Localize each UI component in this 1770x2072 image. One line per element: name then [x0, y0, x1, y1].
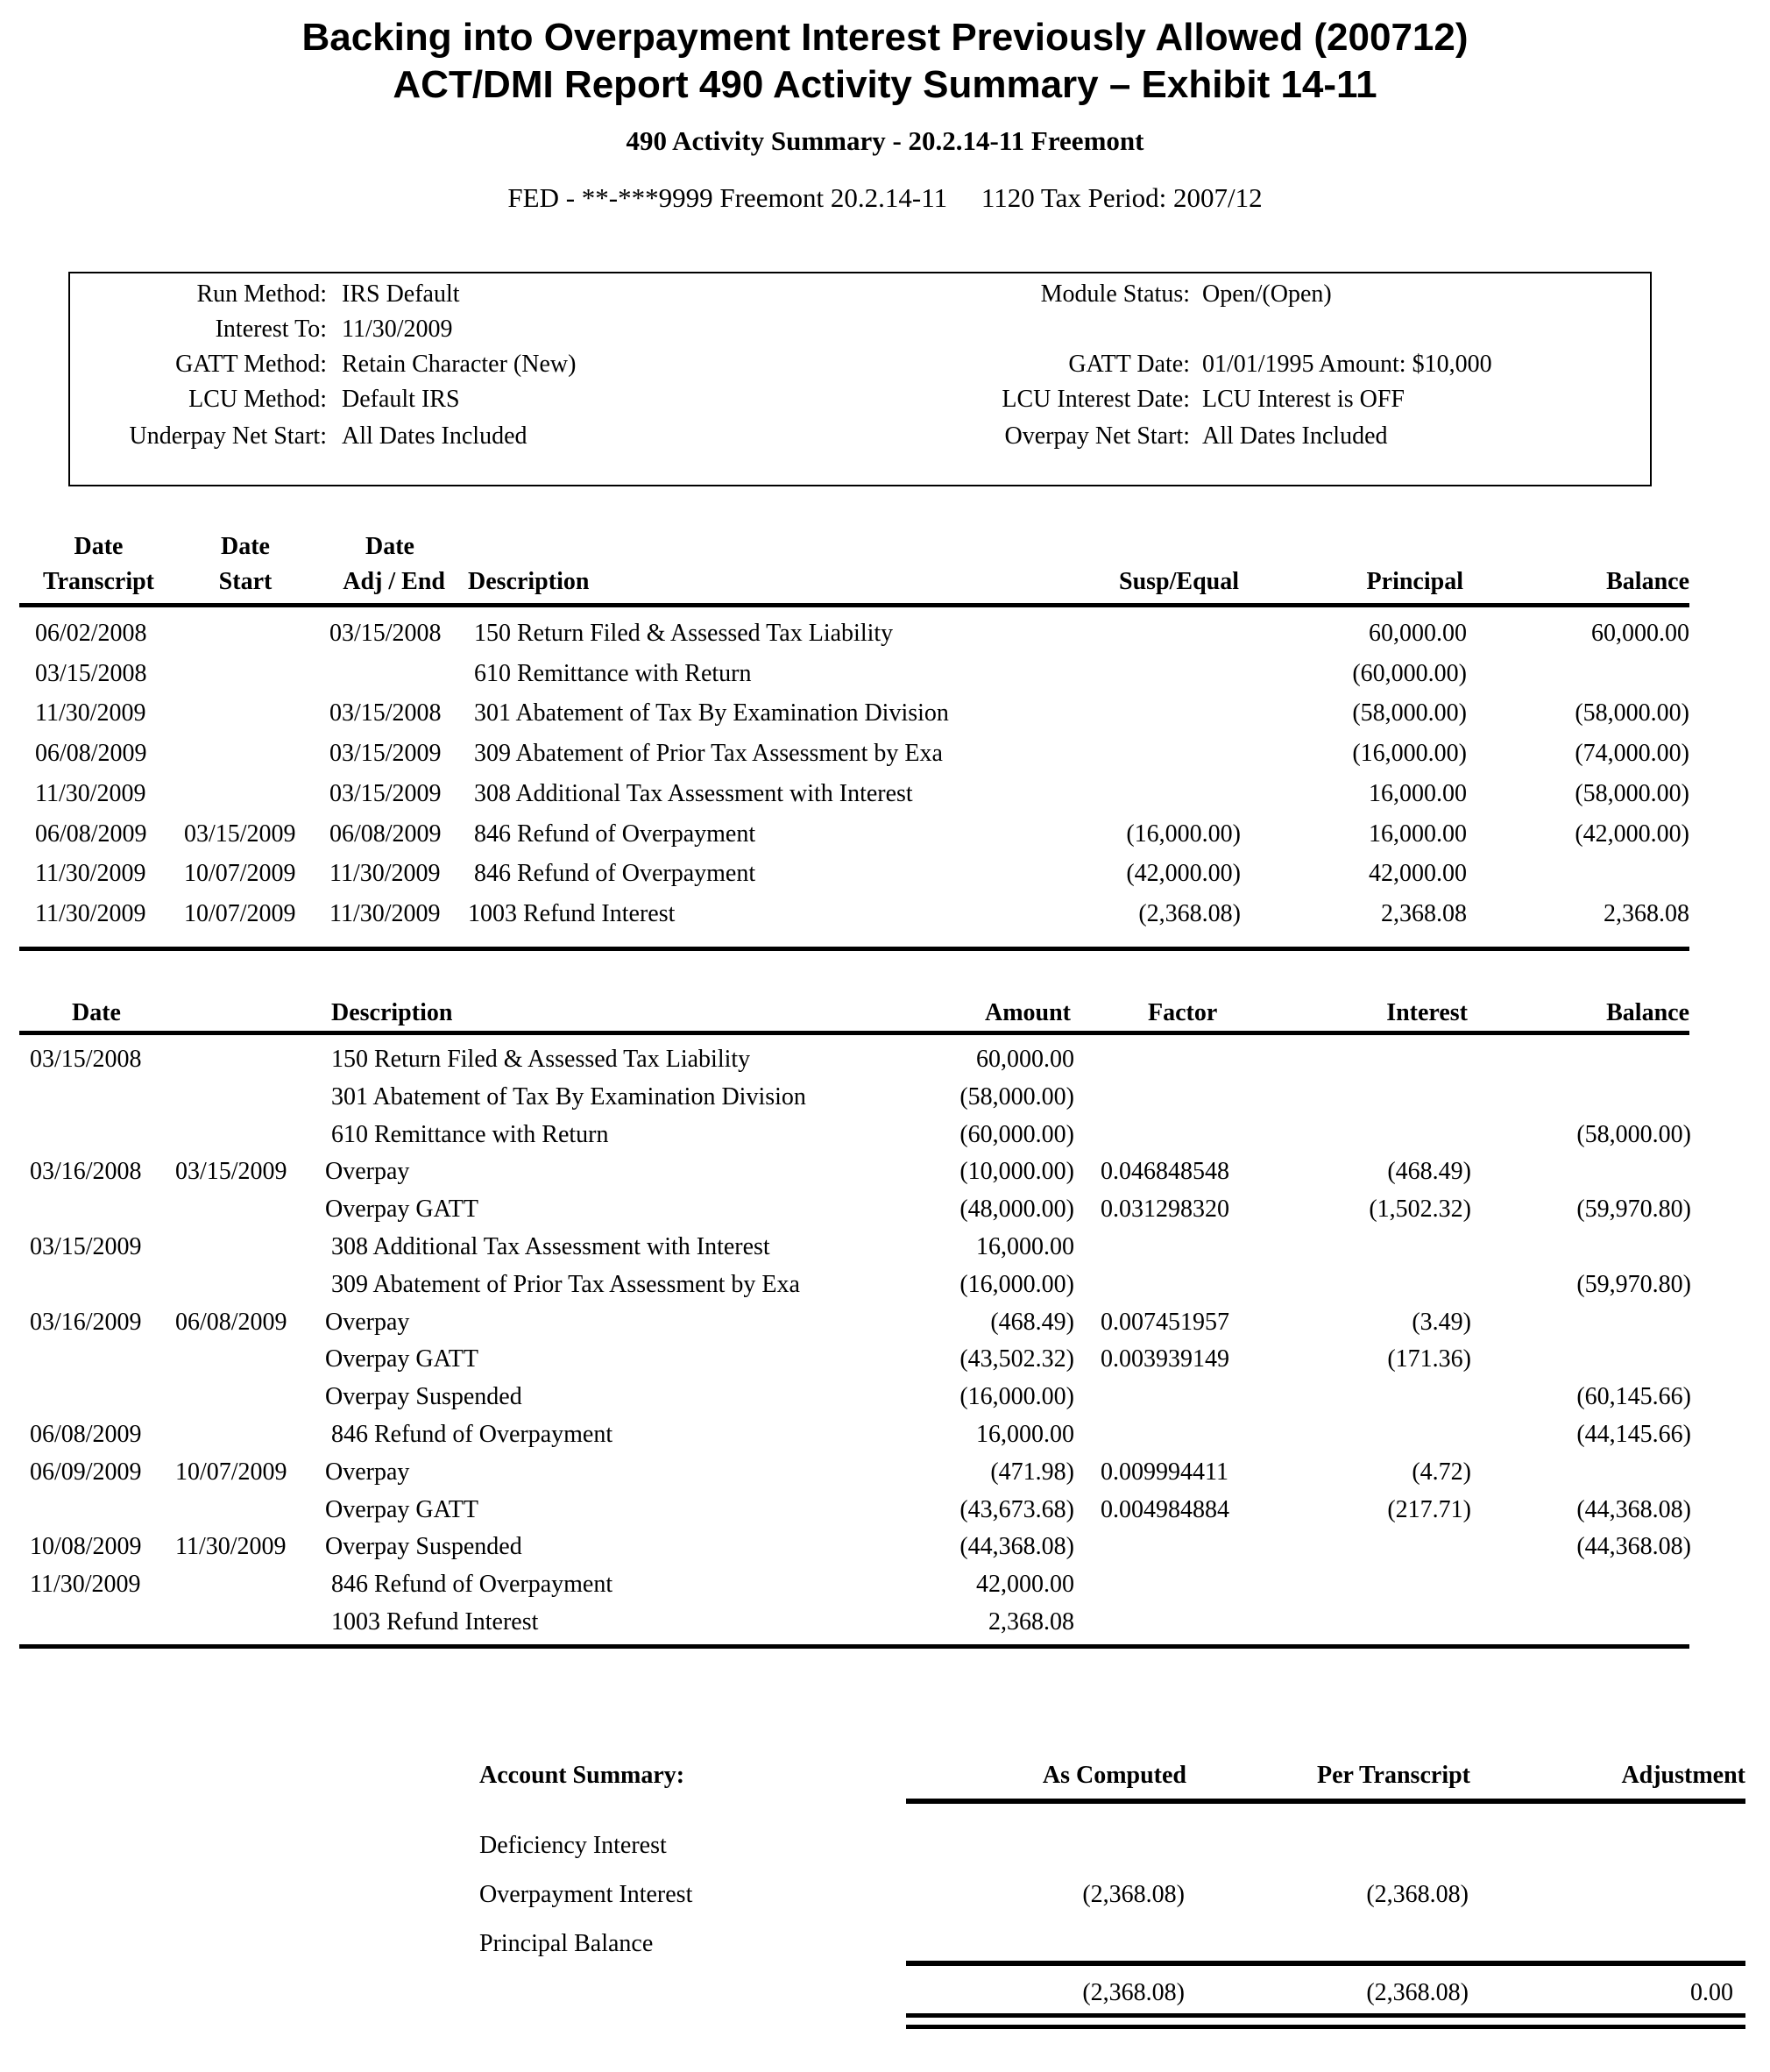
cell-date-start: 03/15/2009	[184, 820, 296, 848]
cell-date-start: 10/07/2009	[184, 899, 296, 927]
col-header-adjustment: Adjustment	[1621, 1762, 1745, 1789]
cell-date-end: 10/07/2009	[175, 1458, 287, 1486]
cell-date-end: 03/15/2009	[175, 1158, 287, 1186]
cell-description: 150 Return Filed & Assessed Tax Liability	[331, 1046, 751, 1073]
summary-per-transcript: (2,368.08)	[1366, 1881, 1469, 1908]
cell-amount: (44,368.08)	[959, 1533, 1074, 1561]
report-title: Backing into Overpayment Interest Previously Allowed (200712)	[301, 16, 1469, 59]
cell-balance: (44,145.66)	[1576, 1421, 1691, 1448]
summary-header-rule	[906, 1799, 1745, 1804]
total-adjustment: 0.00	[1690, 1979, 1733, 2006]
cell-date-start: 10/07/2009	[184, 860, 296, 888]
cell-description: Overpay GATT	[325, 1196, 478, 1224]
col-header-interest: Interest	[1386, 999, 1468, 1026]
cell-date-transcript: 03/15/2008	[35, 659, 147, 687]
cell-date: 06/08/2009	[30, 1421, 142, 1448]
cell-factor: 0.031298320	[1101, 1196, 1229, 1224]
settings-value: All Dates Included	[342, 422, 527, 450]
cell-description: 301 Abatement of Tax By Examination Division	[331, 1082, 806, 1111]
cell-amount: 42,000.00	[976, 1571, 1074, 1599]
table-bottom-rule	[19, 947, 1689, 951]
col-header-date-start: Start	[218, 568, 273, 595]
cell-balance: (44,368.08)	[1576, 1495, 1691, 1523]
summary-label: Deficiency Interest	[479, 1832, 667, 1859]
cell-balance: (42,000.00)	[1575, 820, 1689, 848]
table-bottom-rule	[19, 1644, 1689, 1649]
cell-principal: (58,000.00)	[1352, 699, 1467, 727]
col-header-description: Description	[468, 568, 590, 595]
cell-date-transcript: 11/30/2009	[35, 899, 146, 927]
cell-date-adj: 03/15/2008	[329, 620, 442, 647]
cell-interest: (468.49)	[1387, 1158, 1471, 1186]
total-as-computed: (2,368.08)	[1082, 1979, 1185, 2006]
settings-value: LCU Interest is OFF	[1202, 386, 1405, 413]
cell-principal: (16,000.00)	[1352, 740, 1467, 768]
settings-value: IRS Default	[342, 280, 460, 308]
account-summary-title: Account Summary:	[479, 1762, 685, 1789]
cell-date-transcript: 06/02/2008	[35, 620, 147, 647]
cell-date-adj: 11/30/2009	[329, 860, 441, 888]
cell-date-transcript: 06/08/2009	[35, 820, 147, 848]
cell-amount: (43,502.32)	[959, 1345, 1074, 1373]
cell-date-transcript: 11/30/2009	[35, 699, 146, 727]
cell-amount: (10,000.00)	[959, 1158, 1074, 1186]
settings-label: Interest To:	[215, 316, 327, 343]
cell-description: 309 Abatement of Prior Tax Assessment by Exa	[331, 1270, 800, 1298]
settings-label: Module Status:	[1040, 280, 1190, 308]
settings-value: Retain Character (New)	[342, 351, 577, 378]
cell-balance: (58,000.00)	[1575, 699, 1689, 727]
cell-amount: (48,000.00)	[959, 1196, 1074, 1224]
cell-balance: (44,368.08)	[1576, 1533, 1691, 1561]
cell-date: 03/16/2008	[30, 1158, 142, 1186]
cell-description: 846 Refund of Overpayment	[331, 1421, 613, 1448]
cell-description: Overpay Suspended	[325, 1383, 522, 1411]
cell-balance: (59,970.80)	[1576, 1270, 1691, 1298]
cell-factor: 0.003939149	[1101, 1345, 1229, 1373]
cell-date-adj: 03/15/2009	[329, 740, 442, 768]
cell-date: 03/15/2009	[30, 1233, 142, 1260]
cell-principal: 2,368.08	[1381, 899, 1467, 927]
cell-amount: (60,000.00)	[959, 1120, 1074, 1148]
summary-as-computed: (2,368.08)	[1082, 1881, 1185, 1908]
cell-susp-equal: (42,000.00)	[1126, 860, 1241, 888]
cell-description: 150 Return Filed & Assessed Tax Liability	[474, 620, 894, 647]
cell-balance: 60,000.00	[1591, 620, 1689, 647]
cell-description: Overpay Suspended	[325, 1533, 522, 1561]
cell-description: 308 Additional Tax Assessment with Interest	[474, 779, 913, 807]
cell-amount: 60,000.00	[976, 1046, 1074, 1073]
cell-date-adj: 06/08/2009	[329, 820, 442, 848]
cell-date: 03/16/2009	[30, 1308, 142, 1336]
cell-amount: (16,000.00)	[959, 1270, 1074, 1298]
cell-principal: 60,000.00	[1369, 620, 1467, 647]
col-header-date: Date	[72, 999, 121, 1026]
cell-principal: 42,000.00	[1369, 860, 1467, 888]
col-header-date-transcript: Transcript	[42, 568, 155, 595]
col-header-per-transcript: Per Transcript	[1317, 1762, 1470, 1789]
cell-date-transcript: 11/30/2009	[35, 779, 146, 807]
cell-factor: 0.007451957	[1101, 1308, 1229, 1336]
col-header-balance: Balance	[1606, 999, 1689, 1026]
settings-label: GATT Date:	[1068, 351, 1190, 378]
cell-factor: 0.046848548	[1101, 1158, 1229, 1186]
cell-description: 846 Refund of Overpayment	[331, 1571, 613, 1599]
settings-value: 11/30/2009	[342, 316, 453, 343]
cell-date: 11/30/2009	[30, 1571, 141, 1599]
cell-interest: (3.49)	[1412, 1308, 1471, 1336]
cell-date-adj: 03/15/2008	[329, 699, 442, 727]
cell-description: 1003 Refund Interest	[331, 1608, 539, 1636]
col-header-balance: Balance	[1606, 568, 1689, 595]
summary-label: Overpayment Interest	[479, 1881, 693, 1908]
col-header-susp-equal: Susp/Equal	[1119, 568, 1239, 595]
col-header-principal: Principal	[1366, 568, 1463, 595]
cell-amount: 16,000.00	[976, 1233, 1074, 1260]
settings-label: GATT Method:	[175, 351, 327, 378]
col-header-description: Description	[331, 999, 453, 1026]
cell-factor: 0.009994411	[1101, 1458, 1228, 1486]
cell-principal: (60,000.00)	[1352, 659, 1467, 687]
cell-susp-equal: (2,368.08)	[1138, 899, 1241, 927]
cell-description: Overpay	[325, 1458, 410, 1486]
cell-interest: (4.72)	[1412, 1458, 1471, 1486]
settings-value: All Dates Included	[1202, 422, 1388, 450]
header-rule	[19, 1031, 1689, 1035]
cell-description: Overpay GATT	[325, 1345, 478, 1373]
cell-balance: (58,000.00)	[1576, 1120, 1691, 1148]
col-header-date-start-top: Date	[221, 533, 270, 560]
cell-date-adj: 11/30/2009	[329, 899, 441, 927]
settings-value: 01/01/1995 Amount: $10,000	[1202, 351, 1492, 378]
cell-description: Overpay	[325, 1158, 410, 1186]
settings-label: Underpay Net Start:	[129, 422, 327, 450]
cell-date-end: 11/30/2009	[175, 1533, 287, 1561]
activity-summary-heading: 490 Activity Summary - 20.2.14-11 Freemont	[626, 125, 1144, 156]
cell-amount: 2,368.08	[988, 1608, 1074, 1636]
col-header-date-adj-top: Date	[365, 533, 414, 560]
cell-balance: (59,970.80)	[1576, 1196, 1691, 1224]
cell-date-transcript: 06/08/2009	[35, 740, 147, 768]
total-per-transcript: (2,368.08)	[1366, 1979, 1469, 2006]
cell-principal: 16,000.00	[1369, 820, 1467, 848]
summary-label: Principal Balance	[479, 1930, 654, 1957]
cell-balance: (58,000.00)	[1575, 779, 1689, 807]
cell-description: Overpay GATT	[325, 1495, 478, 1523]
cell-description: 309 Abatement of Prior Tax Assessment by Exa	[474, 740, 943, 768]
cell-description: 846 Refund of Overpayment	[474, 860, 756, 888]
cell-date-end: 06/08/2009	[175, 1308, 287, 1336]
summary-double-rule-bottom	[906, 2025, 1745, 2029]
cell-description: 846 Refund of Overpayment	[474, 820, 756, 848]
cell-principal: 16,000.00	[1369, 779, 1467, 807]
cell-amount: (471.98)	[990, 1458, 1074, 1486]
header-rule	[19, 603, 1689, 607]
cell-amount: 16,000.00	[976, 1421, 1074, 1448]
settings-label: LCU Interest Date:	[1002, 386, 1190, 413]
summary-double-rule-top	[906, 2013, 1745, 2018]
cell-interest: (1,502.32)	[1369, 1196, 1471, 1224]
cell-balance: (60,145.66)	[1576, 1383, 1691, 1411]
cell-date-adj: 03/15/2009	[329, 779, 442, 807]
cell-susp-equal: (16,000.00)	[1126, 820, 1241, 848]
cell-amount: (16,000.00)	[959, 1383, 1074, 1411]
cell-description: 610 Remittance with Return	[331, 1120, 609, 1148]
cell-amount: (58,000.00)	[959, 1082, 1074, 1111]
cell-date: 06/09/2009	[30, 1458, 142, 1486]
cell-date-transcript: 11/30/2009	[35, 860, 146, 888]
settings-value: Open/(Open)	[1202, 280, 1332, 308]
cell-description: 610 Remittance with Return	[474, 659, 752, 687]
col-header-date-transcript-top: Date	[74, 533, 124, 560]
col-header-factor: Factor	[1148, 999, 1218, 1026]
col-header-as-computed: As Computed	[1042, 1762, 1186, 1789]
cell-date: 10/08/2009	[30, 1533, 142, 1561]
cell-date: 03/15/2008	[30, 1046, 142, 1073]
cell-factor: 0.004984884	[1101, 1495, 1229, 1523]
cell-interest: (217.71)	[1387, 1495, 1471, 1523]
settings-label: LCU Method:	[188, 386, 327, 413]
account-line: FED - **-***9999 Freemont 20.2.14-11 1120 Tax Period: 2007/12	[507, 182, 1263, 213]
settings-label: Overpay Net Start:	[1004, 422, 1190, 450]
settings-value: Default IRS	[342, 386, 460, 413]
report-subtitle: ACT/DMI Report 490 Activity Summary – Exhibit 14-11	[393, 63, 1377, 106]
settings-label: Run Method:	[196, 280, 327, 308]
col-header-amount: Amount	[984, 999, 1071, 1026]
cell-description: 308 Additional Tax Assessment with Interest	[331, 1233, 770, 1260]
summary-total-rule	[906, 1961, 1745, 1966]
col-header-date-adj: Adj / End	[343, 568, 445, 595]
cell-description: Overpay	[325, 1308, 410, 1336]
cell-description: 301 Abatement of Tax By Examination Division	[474, 699, 949, 727]
cell-description: 1003 Refund Interest	[468, 899, 676, 927]
cell-balance: 2,368.08	[1604, 899, 1689, 927]
cell-amount: (468.49)	[990, 1308, 1074, 1336]
cell-balance: (74,000.00)	[1575, 740, 1689, 768]
cell-interest: (171.36)	[1387, 1345, 1471, 1373]
cell-amount: (43,673.68)	[959, 1495, 1074, 1523]
